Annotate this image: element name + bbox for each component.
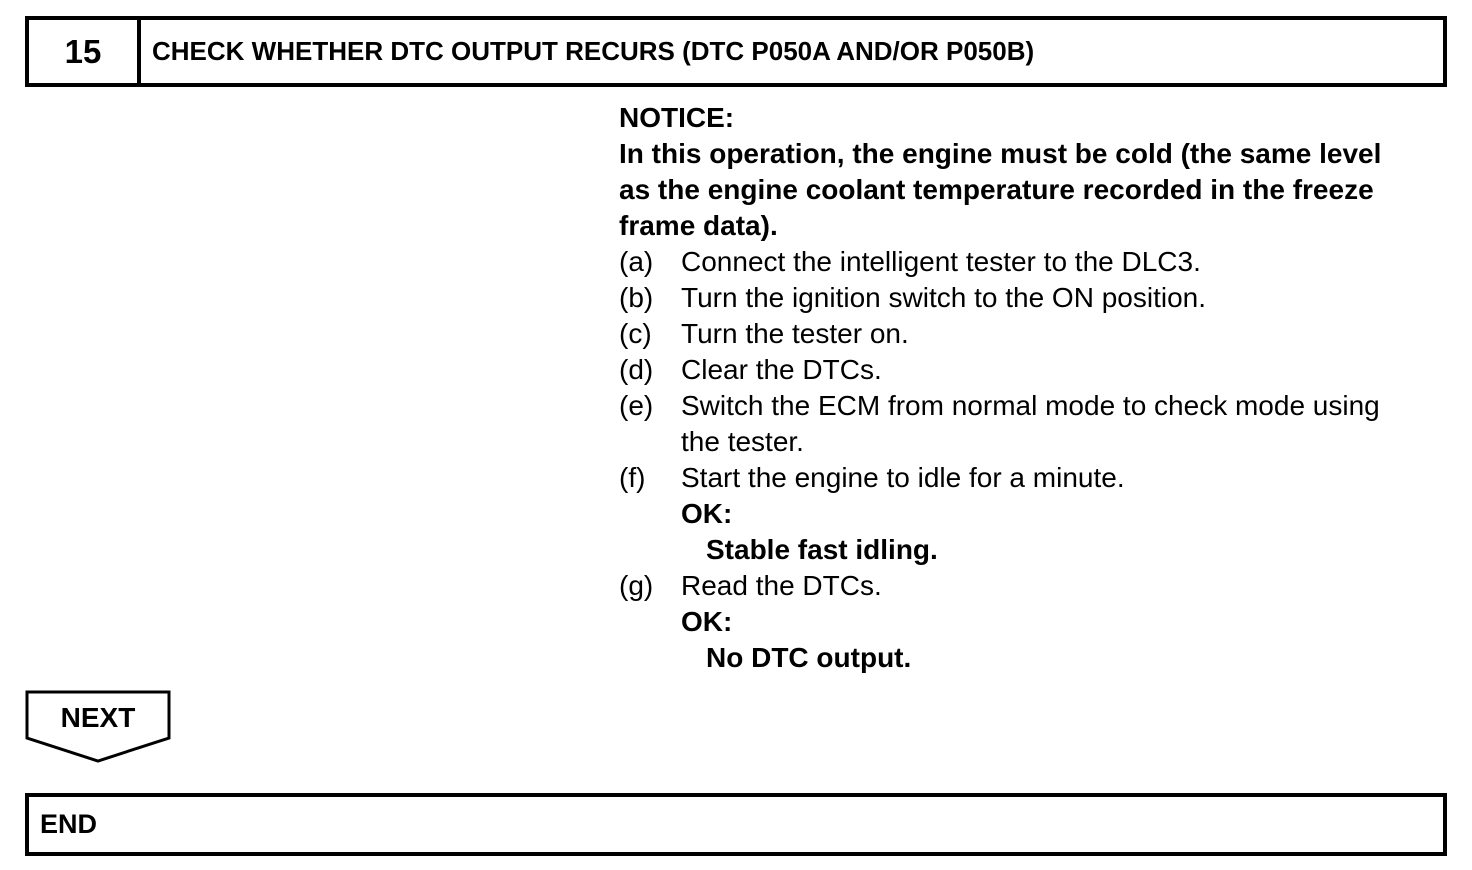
step-item-f [619, 460, 1459, 496]
step-item-g [619, 568, 1459, 604]
step-text: Connect the intelligent tester to the DLC3. [681, 246, 1201, 277]
step-item-d [619, 352, 1459, 388]
step-text: Turn the tester on. [681, 318, 909, 349]
end-box [25, 793, 1447, 856]
step-text: Switch the ECM from normal mode to check mode using [681, 390, 1380, 421]
step-text: the tester. [681, 426, 804, 457]
notice-line: as the engine coolant temperature recorded in the freeze [619, 174, 1374, 205]
step-number: 15 [29, 20, 141, 83]
step-item-e [619, 388, 1459, 424]
step-text: Turn the ignition switch to the ON position. [681, 282, 1206, 313]
step-text: Start the engine to idle for a minute. [681, 462, 1125, 493]
step-header [25, 16, 1447, 87]
step-label: (e) [619, 390, 654, 421]
step-label: (b) [619, 282, 654, 313]
step-label: (f) [619, 462, 646, 493]
ok-result: Stable fast idling. [706, 534, 938, 565]
notice-line: In this operation, the engine must be cold (the same level [619, 138, 1382, 169]
ok-result: No DTC output. [706, 642, 912, 673]
ok-label: OK: [681, 498, 733, 529]
step-title: CHECK WHETHER DTC OUTPUT RECURS (DTC P050A AND/OR P050B) [152, 36, 1035, 66]
step-label: (d) [619, 354, 654, 385]
step-item-c [619, 316, 1459, 352]
step-item-a [619, 244, 1459, 280]
end-label: END [40, 809, 98, 839]
step-text: Read the DTCs. [681, 570, 882, 601]
step-item-e-continued [619, 424, 1459, 460]
step-label: (g) [619, 570, 654, 601]
notice-line: frame data). [619, 210, 778, 241]
next-button[interactable] [25, 690, 173, 766]
step-item-b [619, 280, 1459, 316]
procedure-content [619, 100, 1459, 676]
notice-text [619, 136, 1449, 244]
notice-heading: NOTICE: [619, 102, 735, 133]
next-button-label: NEXT [60, 702, 136, 733]
step-label: (a) [619, 246, 654, 277]
step-label: (c) [619, 318, 652, 349]
step-text: Clear the DTCs. [681, 354, 882, 385]
ok-label: OK: [681, 606, 733, 637]
